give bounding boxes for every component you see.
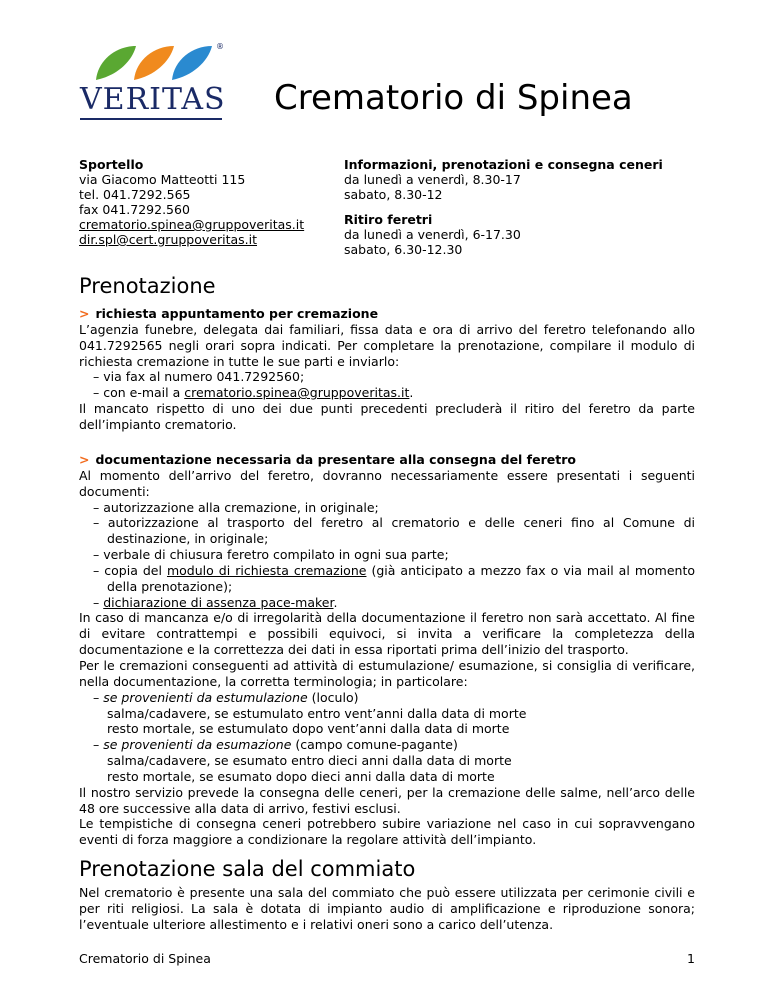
list-item: – autorizzazione alla cremazione, in originale; <box>93 499 379 515</box>
list-subitem: salma/cadavere, se estumulato entro vent’anni dalla data di morte <box>107 705 527 721</box>
hours-block <box>344 157 704 257</box>
arrow-icon: > <box>79 452 90 467</box>
paragraph: L’agenzia funebre, delegata dai familiari, fissa data e ora di arrivo del feretro telefonando allo 041.7292565 negli orari sopra indicati. Per completare la prenotazione, compilare il modulo di richiesta cremazione in tutte le sue parti e inviarlo: <box>79 321 695 369</box>
section-documentazione <box>79 452 695 848</box>
page-number: 1 <box>687 951 695 966</box>
sportello-email-link[interactable]: crematorio.spinea@gruppoveritas.it <box>79 217 305 232</box>
list-item: – copia del modulo di richiesta cremazione (già anticipato a mezzo fax o via mail al momento della prenotazione); <box>93 562 695 594</box>
arrow-icon: > <box>79 306 90 321</box>
email-link[interactable]: crematorio.spinea@gruppoveritas.it <box>184 385 410 401</box>
sportello-address: via Giacomo Matteotti 115 <box>79 172 246 187</box>
sportello-heading: Sportello <box>79 157 144 172</box>
paragraph: Le tempistiche di consegna ceneri potrebbero subire variazione nel caso in cui sopravvengano eventi di forza maggiore a condizionare la regolare attività dell’impianto. <box>79 816 695 848</box>
paragraph: In caso di mancanza e/o di irregolarità della documentazione il feretro non sarà accettato. Al fine di evitare contrattempi e possibili equivoci, si invita a verificare la completezza della documentazione e la correttezza dei dati in essa riportati prima dell’inizio del trasporto. <box>79 610 695 658</box>
subheading-richiesta: > richiesta appuntamento per cremazione <box>79 306 379 321</box>
ritiro-weekdays: da lunedì a venerdì, 6-17.30 <box>344 227 521 242</box>
pace-maker-link[interactable]: dichiarazione di assenza pace-maker <box>103 594 334 610</box>
list-subitem: resto mortale, se esumato dopo dieci anni dalla data di morte <box>107 768 495 784</box>
hours-heading: Informazioni, prenotazioni e consegna ceneri <box>344 157 663 172</box>
ritiro-heading: Ritiro feretri <box>344 212 433 227</box>
sportello-pec-link[interactable]: dir.spl@cert.gruppoveritas.it <box>79 232 258 247</box>
list-item: – se provenienti da esumazione (campo comune-pagante) <box>93 737 458 753</box>
sportello-tel: tel. 041.7292.565 <box>79 187 191 202</box>
list-subitem: salma/cadavere, se esumato entro dieci anni dalla data di morte <box>107 753 512 769</box>
sportello-fax: fax 041.7292.560 <box>79 202 190 217</box>
subheading-documentazione: > documentazione necessaria da presentare alla consegna del feretro <box>79 452 576 467</box>
registered-mark: ® <box>216 42 224 51</box>
hours-weekdays: da lunedì a venerdì, 8.30-17 <box>344 172 521 187</box>
section-sala <box>79 885 695 933</box>
logo-underline <box>80 118 222 120</box>
page-footer <box>79 951 695 966</box>
paragraph: Il nostro servizio prevede la consegna delle ceneri, per la cremazione delle salme, nell’arco delle 48 ore successive alla data di arrivo, festivi esclusi. <box>79 784 695 816</box>
section-richiesta <box>79 306 695 433</box>
list-item: – via fax al numero 041.7292560; <box>93 369 305 385</box>
paragraph: Al momento dell’arrivo del feretro, dovranno necessariamente essere presentati i seguenti documenti: <box>79 467 695 499</box>
veritas-logo <box>76 40 226 122</box>
footer-title: Crematorio di Spinea <box>79 951 211 966</box>
paragraph: Per le cremazioni conseguenti ad attività di estumulazione/ esumazione, si consiglia di verificare, nella documentazione, la corretta terminologia; in particolare: <box>79 657 695 689</box>
list-item: – autorizzazione al trasporto del feretro al crematorio e delle ceneri fino al Comune di destinazione, in originale; <box>93 515 695 547</box>
page-title: Crematorio di Spinea <box>274 78 633 118</box>
section-heading-sala: Prenotazione sala del commiato <box>79 857 416 881</box>
list-item: – con e-mail a crematorio.spinea@gruppoveritas.it. <box>93 385 414 401</box>
list-subitem: resto mortale, se estumulato dopo vent’anni dalla data di morte <box>107 721 510 737</box>
sportello-block <box>79 157 349 247</box>
hours-saturday: sabato, 8.30-12 <box>344 187 443 202</box>
list-item: – se provenienti da estumulazione (loculo) <box>93 689 359 705</box>
section-heading-prenotazione: Prenotazione <box>79 274 216 298</box>
logo-wordmark: VERITAS <box>80 82 226 117</box>
modulo-richiesta-link[interactable]: modulo di richiesta cremazione <box>166 562 367 578</box>
list-item: – dichiarazione di assenza pace-maker. <box>93 594 338 610</box>
ritiro-saturday: sabato, 6.30-12.30 <box>344 242 463 257</box>
paragraph: Nel crematorio è presente una sala del commiato che può essere utilizzata per cerimonie civili e per riti religiosi. La sala è dotata di impianto audio di amplificazione e riproduzione sonora; l’eventuale ulteriore allestimento e i relativi oneri sono a carico dell’utenza. <box>79 885 695 932</box>
paragraph: Il mancato rispetto di uno dei due punti precedenti precluderà il ritiro del feretro da parte dell’impianto crematorio. <box>79 401 695 432</box>
list-item: – verbale di chiusura feretro compilato in ogni sua parte; <box>93 547 449 563</box>
logo-leaves-icon <box>76 40 226 84</box>
